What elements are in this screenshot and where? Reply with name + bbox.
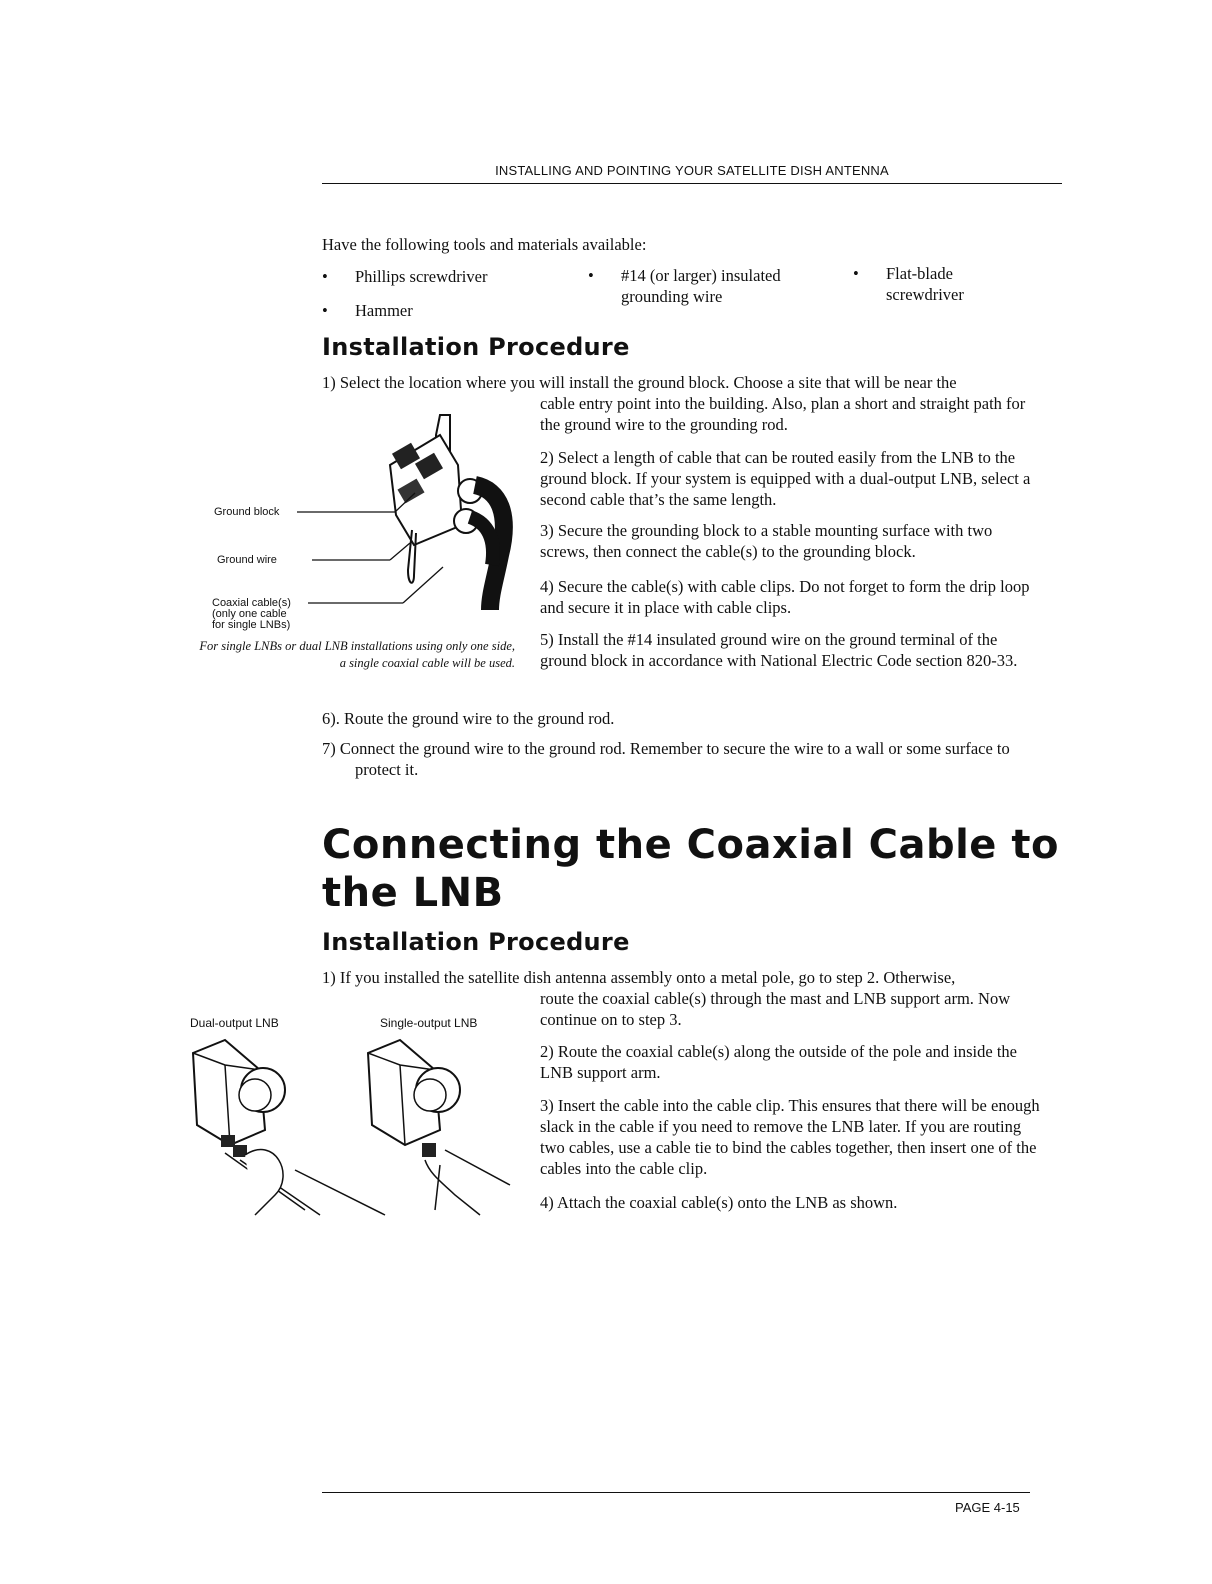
step-3: 3) Secure the grounding block to a stable mounting surface with two screws, then connect the cable(s) to the grounding block. bbox=[540, 521, 993, 561]
header-rule bbox=[322, 183, 1062, 184]
figure-caption: For single LNBs or dual LNB installations using only one side, a single coaxial cable will be used. bbox=[199, 639, 515, 670]
step-4: 4) Attach the coaxial cable(s) onto the LNB as shown. bbox=[540, 1193, 898, 1212]
tool-item: • Hammer bbox=[322, 301, 413, 320]
bullet-icon: • bbox=[322, 267, 328, 286]
page-number: PAGE 4-15 bbox=[955, 1500, 1020, 1515]
step-3: 3) Insert the cable into the cable clip. This ensures that there will be enough slack in the cable if you need to remove the LNB later. If you are routing two cables, use a cable tie to bind the cables together, then insert one of the cables into the cable clip. bbox=[540, 1096, 1040, 1178]
step-1: 1) Select the location where you will install the ground block. Choose a site that will be near the bbox=[322, 373, 957, 392]
section-title: Connecting the Coaxial Cable to the LNB bbox=[322, 822, 1059, 916]
label-ground-block: Ground block bbox=[214, 506, 280, 518]
label-dual-lnb: Dual-output LNB bbox=[190, 1016, 279, 1030]
bullet-icon: • bbox=[853, 264, 859, 283]
tool-item: • Phillips screwdriver bbox=[322, 267, 488, 286]
tool-item: • #14 (or larger) insulated grounding wire bbox=[588, 266, 781, 306]
step-2: 2) Select a length of cable that can be routed easily from the LNB to the ground block. If your system is equipped with a dual-output LNB, select a second cable that’s the same length. bbox=[540, 448, 1031, 509]
tools-intro: Have the following tools and materials available: bbox=[322, 235, 647, 254]
label-coaxial-line: Coaxial cable(s) bbox=[212, 597, 291, 609]
single-lnb-illustration bbox=[360, 1035, 520, 1225]
section-heading: Installation Procedure bbox=[322, 928, 630, 956]
bullet-icon: • bbox=[588, 266, 594, 285]
step-1-continuation: route the coaxial cable(s) through the mast and LNB support arm. Now continue on to step 3. bbox=[540, 989, 1011, 1029]
section-heading: Installation Procedure bbox=[322, 333, 630, 361]
step-4: 4) Secure the cable(s) with cable clips. Do not forget to form the drip loop and secure it in place with cable clips. bbox=[540, 577, 1030, 617]
step-1: 1) If you installed the satellite dish antenna assembly onto a metal pole, go to step 2. Otherwise, bbox=[322, 968, 956, 987]
bullet-icon: • bbox=[322, 301, 328, 320]
label-ground-wire: Ground wire bbox=[217, 554, 277, 566]
running-header: INSTALLING AND POINTING YOUR SATELLITE DISH ANTENNA bbox=[495, 163, 889, 178]
step-1-continuation: cable entry point into the building. Also, plan a short and straight path for the ground wire to the grounding rod. bbox=[540, 394, 1026, 434]
step-2: 2) Route the coaxial cable(s) along the outside of the pole and inside the LNB support arm. bbox=[540, 1042, 1017, 1082]
footer-rule bbox=[322, 1492, 1030, 1493]
label-coaxial bbox=[212, 598, 291, 631]
step-7-text: 7) Connect the ground wire to the ground rod. Remember to secure the wire to a wall or some surface to protect it. bbox=[322, 739, 1010, 779]
step-5: 5) Install the #14 insulated ground wire on the ground terminal of the ground block in accordance with National Electric Code section 820-33. bbox=[540, 630, 1018, 670]
label-coaxial-line: (only one cable bbox=[212, 608, 287, 620]
step-7 bbox=[322, 738, 1042, 780]
label-single-lnb: Single-output LNB bbox=[380, 1016, 478, 1030]
step-6: 6). Route the ground wire to the ground rod. bbox=[322, 709, 615, 728]
label-coaxial-line: for single LNBs) bbox=[212, 619, 291, 631]
tool-item: • Flat-blade screwdriver bbox=[853, 264, 964, 304]
